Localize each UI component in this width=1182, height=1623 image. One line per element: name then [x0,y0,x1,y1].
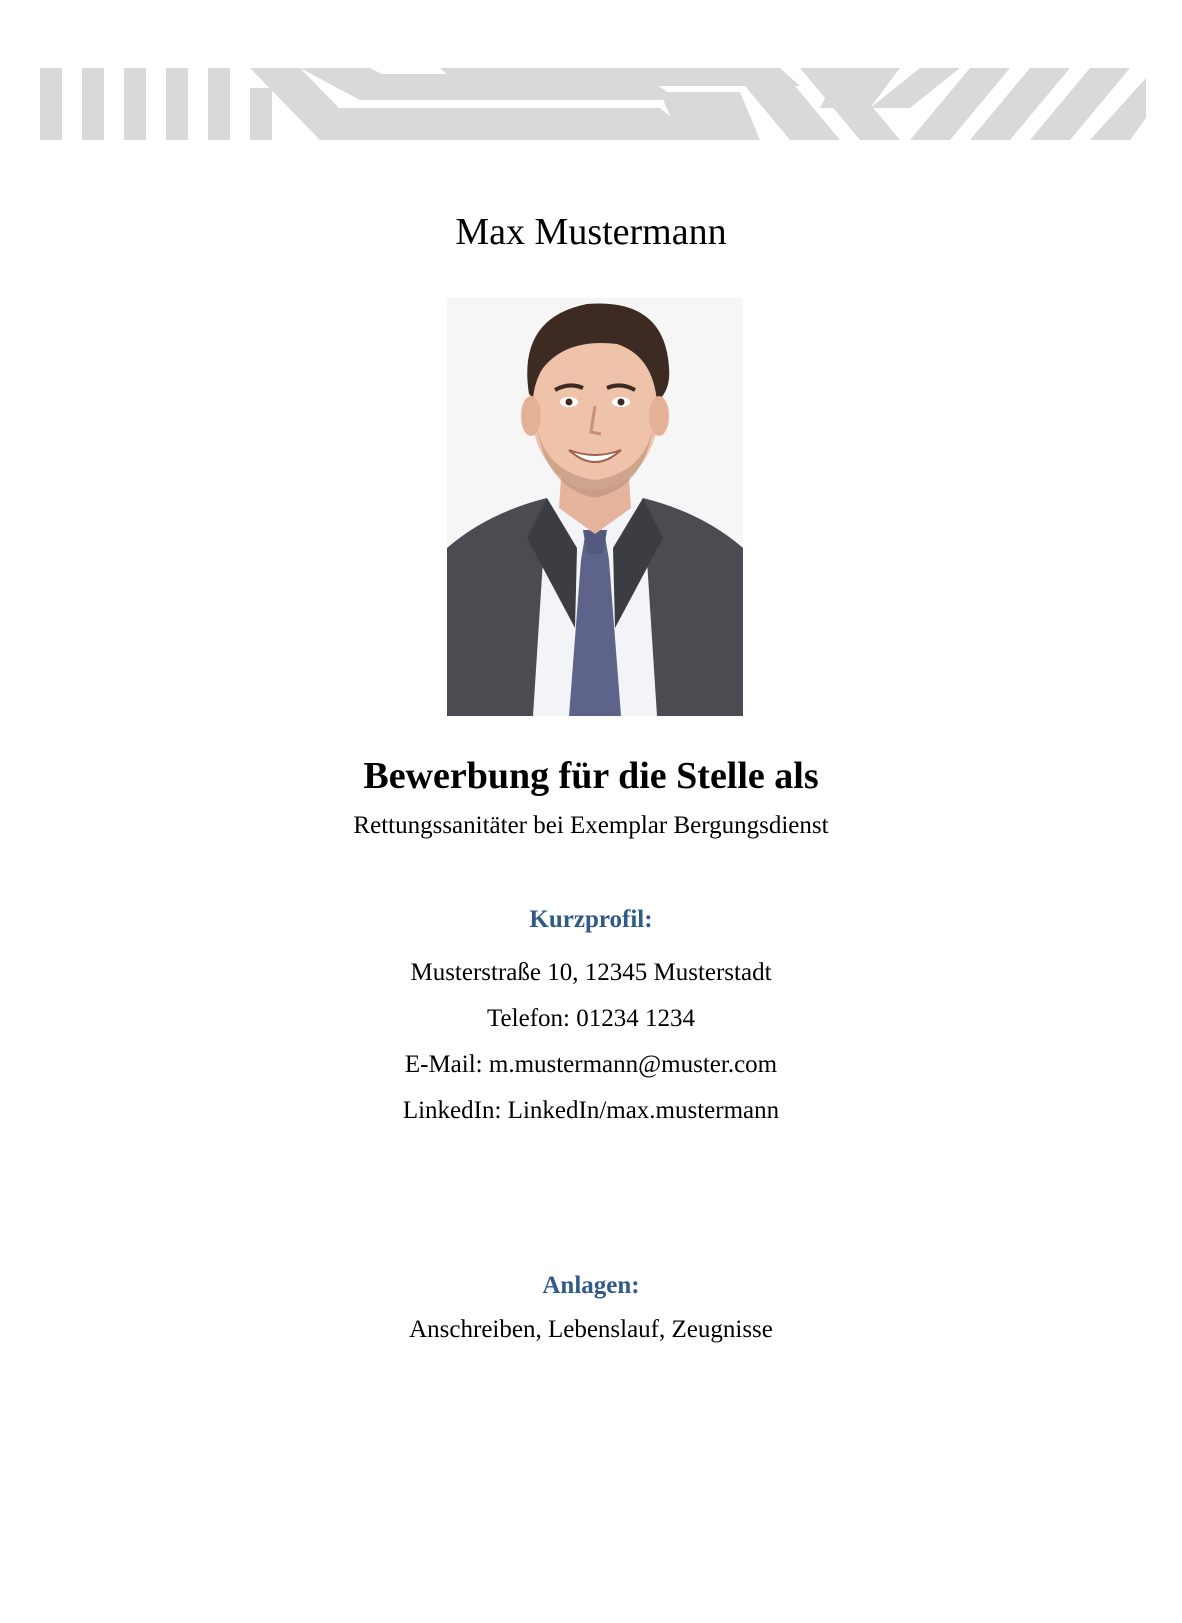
application-position: Rettungssanitäter bei Exemplar Bergungsdienst [353,812,829,839]
profile-linkedin: LinkedIn: LinkedIn/max.mustermann [402,1097,780,1124]
profile-contact-list [0,950,1182,1134]
profile-email: E-Mail: m.mustermann@muster.com [404,1051,778,1078]
header-pattern [40,68,1146,140]
applicant-photo [447,298,743,716]
attachments-list: Anschreiben, Lebenslauf, Zeugnisse [409,1316,773,1343]
profile-address: Musterstraße 10, 12345 Musterstadt [410,959,772,986]
profile-phone: Telefon: 01234 1234 [487,1005,695,1032]
attachments-title: Anlagen: [542,1272,640,1299]
profile-title: Kurzprofil: [529,906,653,933]
application-headline: Bewerbung für die Stelle als [363,755,819,797]
applicant-name: Max Mustermann [455,211,727,253]
